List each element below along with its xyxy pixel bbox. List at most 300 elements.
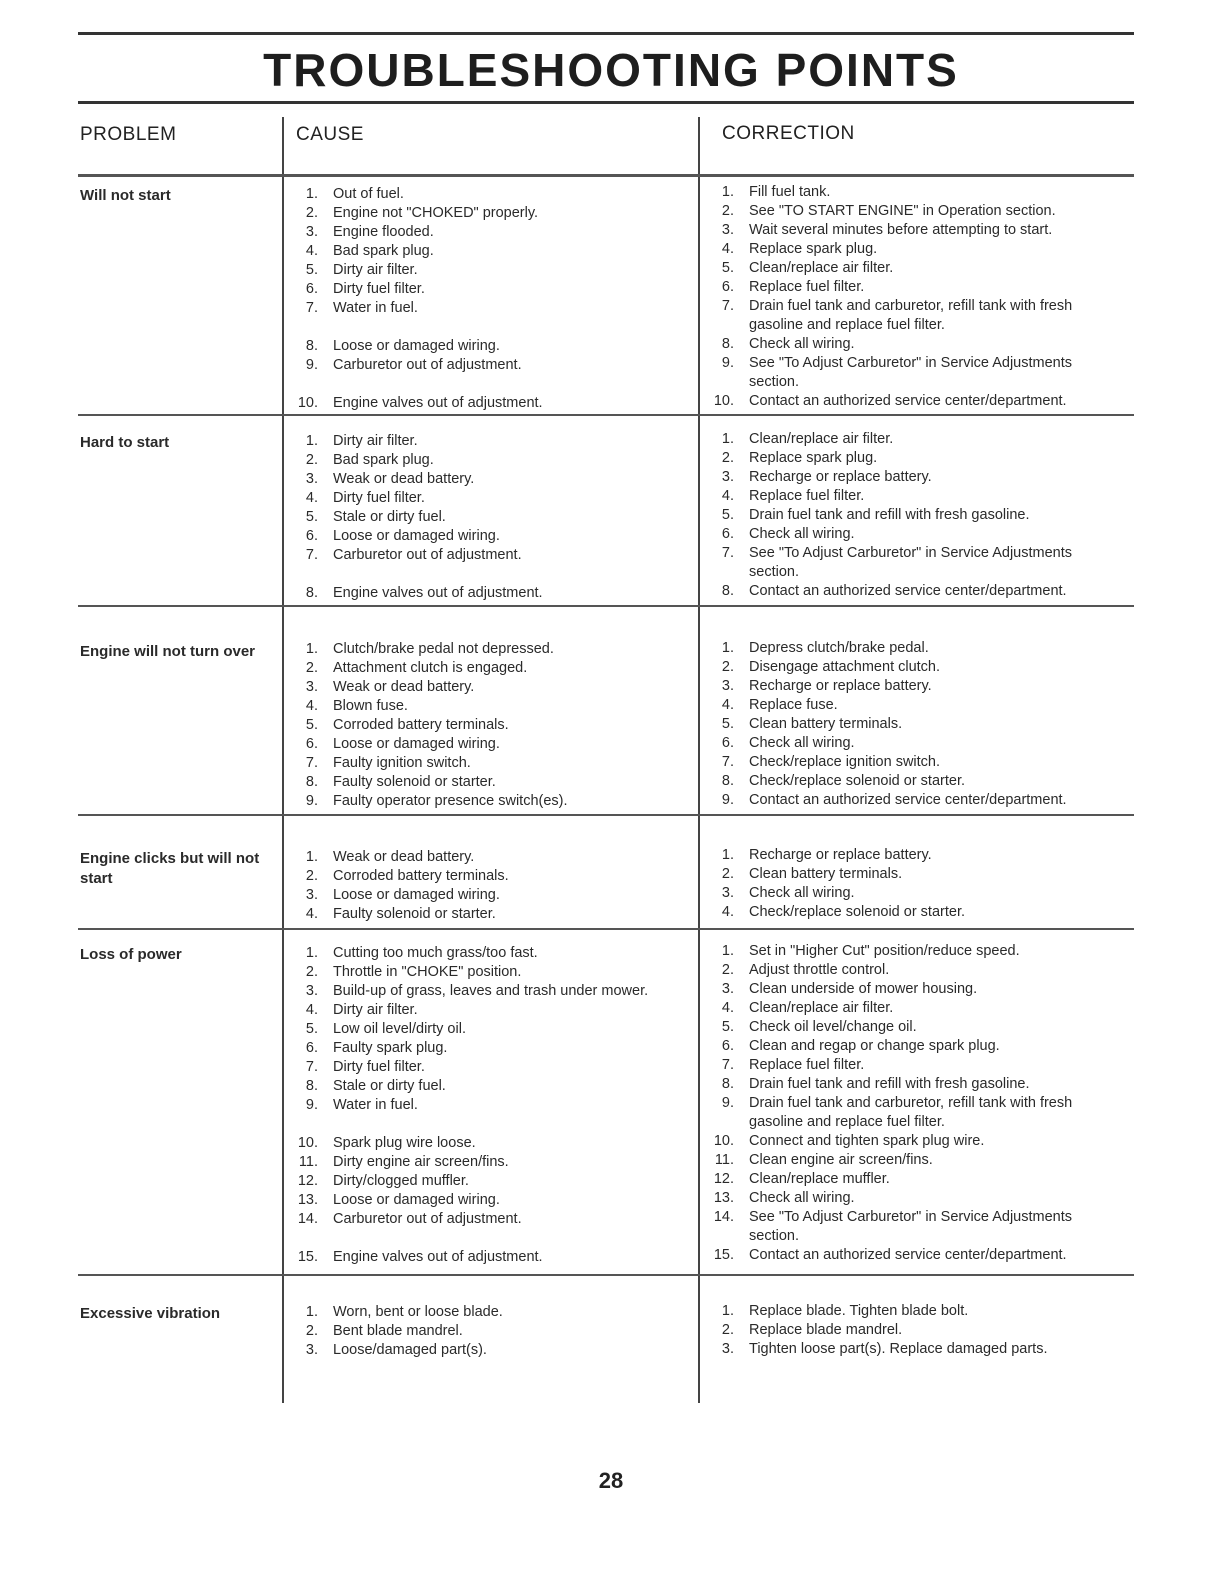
cause-item [288,659,688,678]
cause-item [288,1172,688,1191]
spacer [288,318,688,337]
correction-item [704,335,1124,354]
cause-item [288,223,688,242]
item-text: Contact an authorized service center/department. [749,583,1067,599]
cause-list [288,944,688,1267]
problem-label: Engine clicks but will not start [80,850,260,887]
item-text: Replace fuel filter. [749,279,865,295]
cause-item [288,678,688,697]
item-text: See "To Adjust Carburetor" in Service Adjustments section. [749,355,1073,390]
item-text: Faulty ignition switch. [333,755,471,771]
item-number: 6. [305,528,318,544]
item-text: Worn, bent or loose blade. [333,1304,503,1320]
header-cause: CAUSE [296,124,364,145]
item-text: Recharge or replace battery. [749,678,932,694]
correction-item [704,884,1124,903]
item-number: 3. [721,885,734,901]
item-text: See "To Adjust Carburetor" in Service Adjustments section. [749,545,1073,580]
correction-item [704,240,1124,259]
item-text: Faulty solenoid or starter. [333,906,496,922]
item-number: 9. [721,355,734,371]
item-text: Drain fuel tank and carburetor, refill tank with fresh gasoline and replace fuel filter. [749,1095,1073,1130]
correction-item [704,221,1124,240]
item-text: Replace blade mandrel. [749,1322,903,1338]
spacer [288,375,688,394]
item-text: Carburetor out of adjustment. [333,1211,522,1227]
item-number: 11. [298,1154,318,1170]
item-text: Cutting too much grass/too fast. [333,945,538,961]
item-number: 8. [721,1076,734,1092]
item-number: 3. [305,887,318,903]
item-number: 2. [305,660,318,676]
correction-item [704,658,1124,677]
problem-label: Engine will not turn over [80,643,256,660]
correction-item [704,183,1124,202]
correction-item [704,278,1124,297]
correction-item [704,903,1124,922]
item-number: 4. [305,243,318,259]
item-number: 2. [721,1322,734,1338]
item-number: 9. [721,1095,734,1111]
item-text: Clean/replace air filter. [749,260,894,276]
cause-item [288,640,688,659]
column-divider-correction [698,117,700,1403]
item-text: Dirty engine air screen/fins. [333,1154,509,1170]
item-number: 6. [721,279,734,295]
item-number: 3. [721,981,734,997]
correction-item [704,1056,1124,1075]
item-text: Bad spark plug. [333,243,434,259]
item-number: 8. [305,1078,318,1094]
item-number: 6. [305,281,318,297]
item-text: Weak or dead battery. [333,679,475,695]
cause-item [288,356,688,375]
item-number: 15. [297,1249,318,1265]
item-text: Check all wiring. [749,885,855,901]
item-text: Dirty fuel filter. [333,1059,425,1075]
item-number: 5. [721,716,734,732]
item-number: 6. [721,526,734,542]
item-text: Check oil level/change oil. [749,1019,917,1035]
item-number: 8. [305,585,318,601]
header-problem: PROBLEM [80,124,177,145]
correction-item [704,1094,1124,1132]
spacer [288,565,688,584]
item-number: 14. [297,1211,318,1227]
correction-list [704,846,1124,922]
item-number: 1. [305,945,318,961]
problem-label: Loss of power [80,946,182,963]
correction-list [704,430,1124,601]
item-text: Drain fuel tank and carburetor, refill tank with fresh gasoline and replace fuel filter. [749,298,1073,333]
item-text: Carburetor out of adjustment. [333,357,522,373]
item-number: 13. [713,1190,734,1206]
item-text: Clean and regap or change spark plug. [749,1038,1000,1054]
item-number: 6. [305,736,318,752]
cause-list [288,185,688,413]
item-number: 4. [721,697,734,713]
page-title: TROUBLESHOOTING POINTS [263,44,959,96]
cause-item [288,394,688,413]
header-divider [78,174,1134,177]
column-divider-cause [282,117,284,1403]
item-text: Adjust throttle control. [749,962,890,978]
section-divider [78,414,1134,416]
cause-list [288,1303,688,1360]
item-text: Replace fuel filter. [749,1057,865,1073]
cause-list [288,432,688,603]
item-text: Connect and tighten spark plug wire. [749,1133,985,1149]
item-text: Disengage attachment clutch. [749,659,941,675]
item-number: 10. [713,1133,734,1149]
correction-item [704,525,1124,544]
item-number: 5. [305,1021,318,1037]
item-text: Loose or damaged wiring. [333,528,500,544]
cause-item [288,944,688,963]
item-number: 2. [721,866,734,882]
header-correction: CORRECTION [722,123,855,144]
item-text: Check/replace ignition switch. [749,754,941,770]
item-text: Clean battery terminals. [749,866,903,882]
cause-item [288,1322,688,1341]
item-number: 6. [721,1038,734,1054]
cause-item [288,1153,688,1172]
item-text: Clean engine air screen/fins. [749,1152,933,1168]
cause-item [288,299,688,318]
item-number: 1. [305,1304,318,1320]
item-number: 2. [721,203,734,219]
cause-item [288,432,688,451]
cause-item [288,716,688,735]
correction-item [704,1170,1124,1189]
cause-item [288,848,688,867]
item-number: 7. [721,1057,734,1073]
item-number: 7. [721,545,734,561]
item-text: Engine valves out of adjustment. [333,395,543,411]
item-number: 1. [721,184,734,200]
correction-item [704,999,1124,1018]
item-number: 5. [721,260,734,276]
item-number: 7. [305,1059,318,1075]
correction-list [704,1302,1124,1359]
item-number: 3. [721,222,734,238]
item-number: 9. [305,1097,318,1113]
cause-item [288,963,688,982]
item-text: Clutch/brake pedal not depressed. [333,641,554,657]
cause-item [288,1001,688,1020]
correction-item [704,468,1124,487]
item-number: 3. [721,1341,734,1357]
cause-item [288,470,688,489]
item-text: See "TO START ENGINE" in Operation section. [749,203,1056,219]
problem-label: Excessive vibration [80,1305,221,1322]
correction-item [704,1075,1124,1094]
correction-item [704,696,1124,715]
item-text: Clean/replace air filter. [749,431,894,447]
item-text: Fill fuel tank. [749,184,831,200]
item-number: 1. [305,433,318,449]
item-number: 6. [721,735,734,751]
item-text: Replace spark plug. [749,241,878,257]
cause-item [288,1248,688,1267]
correction-list [704,942,1124,1265]
correction-item [704,980,1124,999]
item-text: Engine valves out of adjustment. [333,1249,543,1265]
correction-item [704,544,1124,582]
item-number: 6. [305,1040,318,1056]
item-number: 9. [721,792,734,808]
item-text: Loose/damaged part(s). [333,1342,487,1358]
cause-item [288,261,688,280]
item-text: Contact an authorized service center/department. [749,1247,1067,1263]
correction-item [704,715,1124,734]
item-number: 1. [305,641,318,657]
problem-label: Will not start [80,187,171,204]
item-number: 3. [305,471,318,487]
cause-item [288,489,688,508]
item-number: 5. [305,262,318,278]
item-text: Engine flooded. [333,224,434,240]
correction-item [704,449,1124,468]
item-number: 3. [721,678,734,694]
item-text: Tighten loose part(s). Replace damaged parts. [749,1341,1048,1357]
item-text: Stale or dirty fuel. [333,509,446,525]
correction-item [704,1037,1124,1056]
item-number: 7. [305,547,318,563]
item-number: 1. [721,943,734,959]
correction-item [704,865,1124,884]
item-number: 10. [713,393,734,409]
spacer [288,1115,688,1134]
title-top-rule [78,32,1134,35]
section-divider [78,1274,1134,1276]
item-number: 8. [305,774,318,790]
correction-item [704,297,1124,335]
item-number: 1. [305,186,318,202]
cause-item [288,867,688,886]
item-number: 1. [721,847,734,863]
correction-item [704,1208,1124,1246]
item-number: 5. [721,1019,734,1035]
item-text: Depress clutch/brake pedal. [749,640,929,656]
item-number: 2. [721,962,734,978]
item-text: Corroded battery terminals. [333,868,509,884]
item-text: Weak or dead battery. [333,849,475,865]
item-number: 4. [721,1000,734,1016]
item-number: 15. [713,1247,734,1263]
item-text: Check/replace solenoid or starter. [749,773,965,789]
item-number: 7. [721,298,734,314]
cause-item [288,1058,688,1077]
item-number: 4. [305,1002,318,1018]
problem-label: Hard to start [80,434,170,451]
item-number: 4. [721,904,734,920]
item-number: 4. [305,906,318,922]
cause-item [288,1020,688,1039]
item-text: Dirty fuel filter. [333,490,425,506]
item-number: 2. [721,450,734,466]
cause-item [288,280,688,299]
item-text: Dirty fuel filter. [333,281,425,297]
item-number: 2. [305,868,318,884]
item-text: Replace fuse. [749,697,838,713]
item-number: 8. [305,338,318,354]
correction-item [704,1189,1124,1208]
item-text: Wait several minutes before attempting to start. [749,222,1053,238]
item-number: 4. [721,241,734,257]
section-divider [78,814,1134,816]
correction-item [704,639,1124,658]
correction-item [704,354,1124,392]
item-text: Clean underside of mower housing. [749,981,978,997]
item-number: 2. [305,964,318,980]
cause-item [288,982,688,1001]
item-text: Stale or dirty fuel. [333,1078,446,1094]
cause-list [288,848,688,924]
item-number: 2. [305,1323,318,1339]
item-text: Bad spark plug. [333,452,434,468]
correction-item [704,677,1124,696]
item-text: Dirty air filter. [333,1002,418,1018]
cause-item [288,242,688,261]
item-text: Clean/replace muffler. [749,1171,890,1187]
item-number: 8. [721,583,734,599]
correction-item [704,1321,1124,1340]
correction-item [704,1302,1124,1321]
item-number: 1. [305,849,318,865]
item-number: 7. [721,754,734,770]
item-number: 10. [297,395,318,411]
correction-item [704,392,1124,411]
item-number: 7. [305,755,318,771]
item-number: 3. [721,469,734,485]
item-text: Weak or dead battery. [333,471,475,487]
cause-item [288,546,688,565]
item-text: Water in fuel. [333,1097,418,1113]
item-text: Replace fuel filter. [749,488,865,504]
cause-item [288,1341,688,1360]
item-text: Clean/replace air filter. [749,1000,894,1016]
item-text: Drain fuel tank and refill with fresh gasoline. [749,1076,1030,1092]
item-text: Engine not "CHOKED" properly. [333,205,539,221]
correction-list [704,639,1124,810]
item-number: 3. [305,679,318,695]
item-number: 11. [714,1152,734,1168]
cause-item [288,886,688,905]
cause-item [288,204,688,223]
item-number: 1. [721,640,734,656]
item-number: 1. [721,431,734,447]
item-text: Contact an authorized service center/department. [749,792,1067,808]
item-number: 3. [305,1342,318,1358]
item-text: Faulty solenoid or starter. [333,774,496,790]
cause-item [288,754,688,773]
item-number: 5. [305,509,318,525]
page-number: 28 [598,1468,624,1493]
item-text: Faulty operator presence switch(es). [333,793,568,809]
item-text: Loose or damaged wiring. [333,887,500,903]
cause-item [288,337,688,356]
item-number: 2. [305,205,318,221]
item-text: Dirty/clogged muffler. [333,1173,469,1189]
item-number: 9. [305,357,318,373]
item-text: Contact an authorized service center/department. [749,393,1067,409]
item-number: 13. [297,1192,318,1208]
item-number: 8. [721,773,734,789]
correction-list [704,183,1124,411]
correction-item [704,753,1124,772]
section-divider [78,928,1134,930]
cause-item [288,508,688,527]
cause-item [288,451,688,470]
item-text: Set in "Higher Cut" position/reduce speed. [749,943,1020,959]
item-number: 9. [305,793,318,809]
item-text: Recharge or replace battery. [749,847,932,863]
item-text: Out of fuel. [333,186,404,202]
cause-item [288,584,688,603]
cause-item [288,735,688,754]
item-text: Check all wiring. [749,336,855,352]
item-text: Check all wiring. [749,526,855,542]
title-bottom-rule [78,101,1134,104]
item-text: See "To Adjust Carburetor" in Service Adjustments section. [749,1209,1073,1244]
item-text: Replace blade. Tighten blade bolt. [749,1303,969,1319]
item-text: Build-up of grass, leaves and trash under mower. [333,983,649,999]
correction-item [704,430,1124,449]
cause-item [288,792,688,811]
item-number: 14. [713,1209,734,1225]
item-text: Carburetor out of adjustment. [333,547,522,563]
cause-item [288,1077,688,1096]
correction-item [704,1018,1124,1037]
item-number: 4. [305,490,318,506]
correction-item [704,772,1124,791]
item-number: 5. [305,717,318,733]
item-number: 2. [305,452,318,468]
item-text: Water in fuel. [333,300,418,316]
correction-item [704,487,1124,506]
correction-item [704,582,1124,601]
correction-item [704,846,1124,865]
item-text: Loose or damaged wiring. [333,736,500,752]
item-text: Blown fuse. [333,698,408,714]
item-number: 3. [305,224,318,240]
item-number: 4. [305,698,318,714]
item-text: Check/replace solenoid or starter. [749,904,965,920]
cause-item [288,1303,688,1322]
item-text: Faulty spark plug. [333,1040,448,1056]
item-number: 2. [721,659,734,675]
item-number: 4. [721,488,734,504]
cause-item [288,527,688,546]
item-text: Dirty air filter. [333,262,418,278]
item-text: Dirty air filter. [333,433,418,449]
correction-item [704,506,1124,525]
item-text: Drain fuel tank and refill with fresh gasoline. [749,507,1030,523]
item-number: 12. [297,1173,318,1189]
correction-item [704,1340,1124,1359]
item-text: Check all wiring. [749,735,855,751]
item-text: Engine valves out of adjustment. [333,585,543,601]
correction-item [704,1151,1124,1170]
cause-item [288,697,688,716]
spacer [288,1229,688,1248]
item-number: 7. [305,300,318,316]
item-number: 1. [721,1303,734,1319]
cause-item [288,1039,688,1058]
item-text: Recharge or replace battery. [749,469,932,485]
section-divider [78,605,1134,607]
